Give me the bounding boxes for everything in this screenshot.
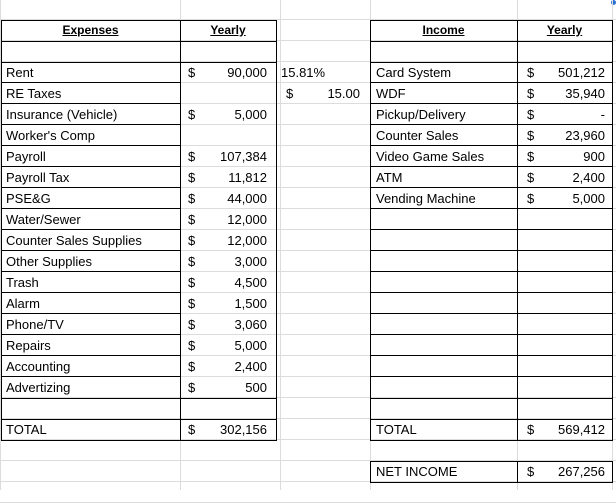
- expense-amount: 1,500: [234, 296, 267, 311]
- income-row-line: [370, 313, 518, 314]
- income-dollar-sign: $: [527, 107, 535, 122]
- expense-dollar-sign: $: [188, 107, 196, 122]
- expense-label: Advertizing: [6, 380, 71, 395]
- net-income-dollar-sign: $: [527, 464, 535, 479]
- income-dollar-sign: $: [527, 149, 535, 164]
- income-amount: 501,212: [558, 65, 605, 80]
- income-label: Pickup/Delivery: [376, 107, 466, 122]
- income-spacer-box: [370, 398, 518, 420]
- income-amount: 5,000: [572, 191, 605, 206]
- expense-amount: [200, 125, 267, 146]
- income-spacer-amount-box: [517, 398, 613, 420]
- income-label: Video Game Sales: [376, 149, 485, 164]
- expense-dollar-sign: $: [188, 170, 196, 185]
- expense-dollar-sign: $: [188, 338, 196, 353]
- income-blank-row-box: [370, 41, 518, 63]
- income-amount: -: [600, 107, 605, 122]
- expense-amount: 90,000: [227, 65, 267, 80]
- income-amount-row-line: [517, 250, 613, 251]
- expense-amount: 12,000: [227, 212, 267, 227]
- expense-label: Payroll Tax: [6, 170, 70, 185]
- expense-amount: 2,400: [234, 359, 267, 374]
- income-dollar-sign: $: [527, 86, 535, 101]
- expense-dollar-sign: $: [188, 380, 196, 395]
- expenses-blank-row-box: [1, 41, 181, 63]
- expense-label: Counter Sales Supplies: [6, 233, 142, 248]
- expense-amount: 11,812: [228, 170, 267, 185]
- income-dollar-sign: $: [527, 65, 535, 80]
- rent-percentage: 15.81%: [281, 65, 326, 80]
- expense-amount: 4,500: [234, 275, 267, 290]
- expense-label: Insurance (Vehicle): [6, 107, 118, 122]
- expense-amount: 3,060: [234, 317, 267, 332]
- income-row-line: [370, 271, 518, 272]
- income-row-line: [370, 250, 518, 251]
- re-tax-dollar-sign: $: [286, 86, 294, 101]
- expenses-yearly-blank-box: [180, 41, 277, 63]
- expenses-total-label: TOTAL: [6, 422, 47, 437]
- expense-dollar-sign: $: [188, 212, 196, 227]
- income-total-label: TOTAL: [376, 422, 417, 437]
- income-amount: 23,960: [565, 128, 605, 143]
- expenses-yearly-header: Yearly: [210, 23, 246, 37]
- expense-amount: 12,000: [227, 233, 267, 248]
- expense-label: Water/Sewer: [6, 212, 81, 227]
- expense-amount: 107,384: [220, 149, 267, 164]
- expenses-total-dollar-sign: $: [188, 422, 196, 437]
- income-label: WDF: [376, 86, 406, 101]
- income-total-dollar-sign: $: [527, 422, 535, 437]
- income-amount: 35,940: [565, 86, 605, 101]
- expense-label: Alarm: [6, 296, 40, 311]
- expense-dollar-sign: $: [188, 191, 196, 206]
- income-header: Income: [422, 23, 465, 37]
- expense-label: Other Supplies: [6, 254, 92, 269]
- income-label: Counter Sales: [376, 128, 459, 143]
- income-amount: 900: [583, 149, 605, 164]
- expenses-header: Expenses: [62, 23, 119, 37]
- expense-dollar-sign: [188, 125, 200, 146]
- income-dollar-sign: $: [527, 128, 535, 143]
- expenses-total-amount: 302,156: [220, 422, 267, 437]
- income-amount-row-line: [517, 313, 613, 314]
- income-amount-row-line: [517, 376, 613, 377]
- expense-dollar-sign: $: [188, 275, 196, 290]
- income-row-line: [370, 292, 518, 293]
- income-yearly-header: Yearly: [546, 23, 583, 37]
- expense-label: Trash: [6, 275, 39, 290]
- income-label: ATM: [376, 170, 403, 185]
- expense-label: Repairs: [6, 338, 51, 353]
- expense-label: RE Taxes: [6, 86, 62, 101]
- income-amount-row-line: [517, 229, 613, 230]
- expense-label: Payroll: [6, 149, 46, 164]
- income-total-amount: 569,412: [558, 422, 605, 437]
- income-amount-row-line: [517, 292, 613, 293]
- expense-label: Worker's Comp: [6, 128, 95, 143]
- income-row-line: [370, 376, 518, 377]
- expense-dollar-sign: [188, 83, 200, 104]
- expense-amount: [200, 83, 267, 104]
- expense-dollar-sign: $: [188, 359, 196, 374]
- expense-dollar-sign: $: [188, 254, 196, 269]
- expense-label: Phone/TV: [6, 317, 64, 332]
- expense-label: Rent: [6, 65, 34, 80]
- income-amount-row-line: [517, 355, 613, 356]
- income-amount-row-line: [517, 334, 613, 335]
- re-tax-amount: 15.00: [327, 86, 360, 101]
- expense-dollar-sign: $: [188, 233, 196, 248]
- expense-amount: 3,000: [234, 254, 267, 269]
- income-amount: 2,400: [572, 170, 605, 185]
- expense-amount: 5,000: [234, 338, 267, 353]
- income-label: Card System: [376, 65, 452, 80]
- net-income-amount: 267,256: [558, 464, 605, 479]
- income-dollar-sign: $: [527, 170, 535, 185]
- expense-label: Accounting: [6, 359, 71, 374]
- income-row-line: [370, 355, 518, 356]
- income-yearly-blank-box: [517, 41, 613, 63]
- expense-dollar-sign: $: [188, 65, 196, 80]
- expense-amount: 5,000: [234, 107, 267, 122]
- expense-amount: 44,000: [227, 191, 267, 206]
- net-income-label: NET INCOME: [376, 464, 458, 479]
- expense-dollar-sign: $: [188, 149, 196, 164]
- income-label: Vending Machine: [376, 191, 476, 206]
- income-row-line: [370, 229, 518, 230]
- income-dollar-sign: $: [527, 191, 535, 206]
- expense-amount: 500: [245, 380, 267, 395]
- income-row-line: [370, 334, 518, 335]
- expenses-spacer-box: [1, 398, 181, 420]
- expense-dollar-sign: $: [188, 296, 196, 311]
- income-amount-row-line: [517, 271, 613, 272]
- expense-label: PSE&G: [6, 191, 51, 206]
- expense-dollar-sign: $: [188, 317, 196, 332]
- expenses-spacer-amount-box: [180, 398, 277, 420]
